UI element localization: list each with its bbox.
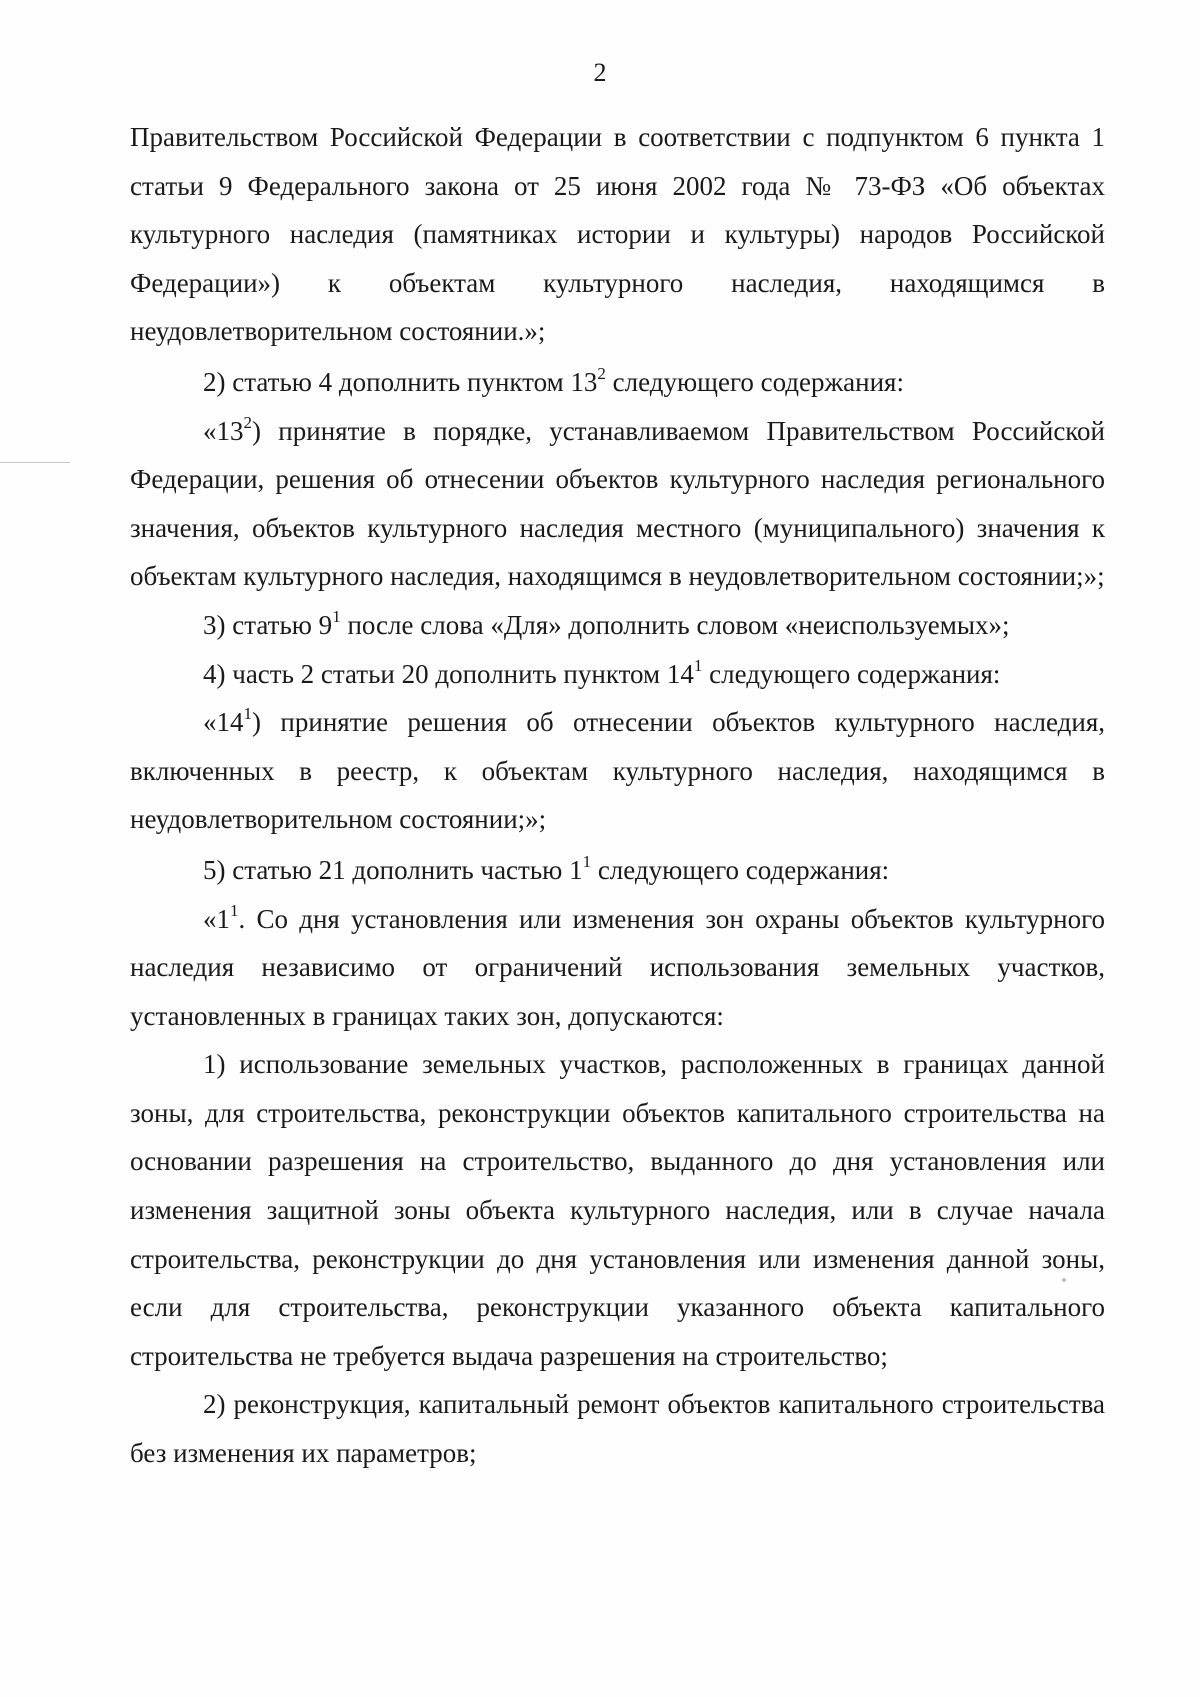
page-number: 2 — [593, 58, 607, 87]
paragraph-item-3: 3) статью $9^1$ после слова «Для» дополнить словом «неиспользуемых»; — [203, 606, 1010, 640]
scan-artifact-line — [0, 462, 70, 463]
paragraph-item-4: 4) часть 2 статьи 20 дополнить пунктом $14^1$ следующего содержания: — [203, 655, 1001, 689]
paragraph-subitem-1: 1) использование земельных участков, расположенных в границах данной зоны, для строительства, реконструкции объектов капитального строительства на основании разрешения на строительство, выданного до дня установления или изменения защитной зоны объекта культурного наследия, или в случае начала строительства, реконструкции до дня установления или изменения данной зоны, если для строительства, реконструкции указанного объекта капитального строительства не требуется выдача разрешения на строительство; — [130, 1049, 1105, 1371]
document-body — [130, 113, 1105, 1478]
paragraph-quote-1-1: «$1^1$. Со дня установления или изменения зон охраны объектов культурного наследия независимо от ограничений использования земельных участков, установленных в границах таких зон, допускаются: — [130, 900, 1105, 1031]
paragraph-continuation: Правительством Российской Федерации в соответствии с подпунктом 6 пункта 1 статьи 9 Федерального закона от 25 июня 2002 года № 73-ФЗ «Об объектах культурного наследия (памятниках истории и культуры) народов Российской Федерации») к объектам культурного наследия, находящимся в неудовлетворительном состоянии.»; — [130, 122, 1105, 347]
paragraph-item-5: 5) статью 21 дополнить частью $1^1$ следующего содержания: — [203, 851, 890, 885]
paragraph-quote-13-2: «$13^2$) принятие в порядке, устанавливаемом Правительством Российской Федерации, решения об отнесении объектов культурного наследия регионального значения, объектов культурного наследия местного (муниципального) значения к объектам культурного наследия, находящимся в неудовлетворительном состоянии;»; — [130, 412, 1105, 592]
paragraph-subitem-2: 2) реконструкция, капитальный ремонт объектов капитального строительства без изменения их параметров; — [130, 1389, 1105, 1469]
paragraph-item-2: 2) статью 4 дополнить пунктом $13^2$ следующего содержания: — [203, 363, 904, 397]
paragraph-quote-14-1: «$14^1$) принятие решения об отнесении объектов культурного наследия, включенных в реестр, к объектам культурного наследия, находящимся в неудовлетворительном состоянии;»; — [130, 704, 1105, 835]
